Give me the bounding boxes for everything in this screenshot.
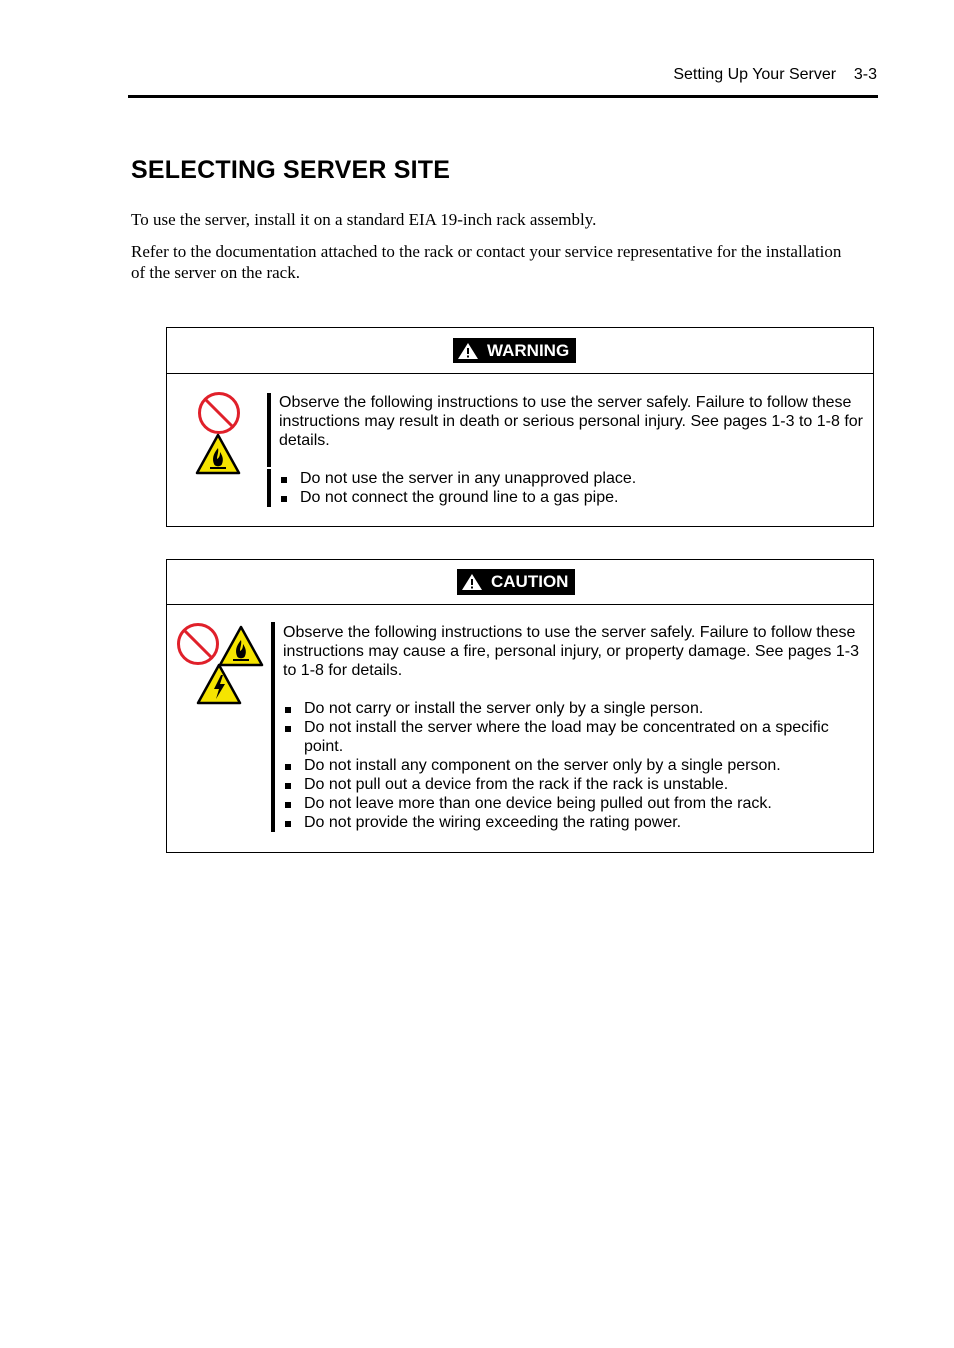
list-item: Do not carry or install the server only by a single person. (283, 699, 853, 718)
alert-triangle-icon (461, 573, 483, 591)
warning-label: WARNING (487, 340, 570, 360)
fire-hazard-icon (195, 433, 241, 480)
warning-box (166, 327, 874, 527)
running-title: Setting Up Your Server (673, 66, 837, 83)
page-number: 3-3 (853, 66, 877, 83)
header-rule (128, 95, 878, 98)
list-item: Do not provide the wiring exceeding the rating power. (283, 813, 853, 832)
electric-shock-icon (196, 663, 242, 710)
warning-rule-bottom (267, 469, 271, 507)
caution-badge (457, 569, 575, 595)
caution-label: CAUTION (491, 572, 569, 591)
warning-badge (453, 338, 576, 363)
warning-list (279, 469, 859, 507)
list-item: Do not connect the ground line to a gas pipe. (279, 488, 859, 507)
list-item: Do not leave more than one device being pulled out from the rack. (283, 794, 853, 813)
caution-box (166, 559, 874, 853)
body-paragraph-1: To use the server, install it on a standard EIA 19-inch rack assembly. (131, 210, 597, 229)
warning-header (167, 328, 873, 374)
caution-rule (271, 622, 275, 832)
list-item: Do not use the server in any unapproved place. (279, 469, 859, 488)
caution-list (283, 699, 853, 832)
running-header (640, 66, 877, 84)
list-item: Do not pull out a device from the rack if the rack is unstable. (283, 775, 853, 794)
body-paragraph-2: Refer to the documentation attached to the rack or contact your service representative for the installation of the server on the rack. (131, 242, 842, 282)
alert-triangle-icon (457, 342, 479, 360)
warning-intro: Observe the following instructions to use the server safely. Failure to follow these instructions may result in death or serious personal injury. See pages 1-3 to 1-8 for details. (279, 394, 863, 449)
list-item: Do not install the server where the load may be concentrated on a specific point. (283, 718, 853, 756)
caution-intro: Observe the following instructions to use the server safely. Failure to follow these instructions may cause a fire, personal injury, or property damage. See pages 1-3 to 1-8 for details. (283, 624, 859, 679)
list-item: Do not install any component on the server only by a single person. (283, 756, 853, 775)
section-title: SELECTING SERVER SITE (131, 156, 451, 184)
warning-rule-top (267, 393, 271, 467)
caution-header (167, 560, 873, 605)
